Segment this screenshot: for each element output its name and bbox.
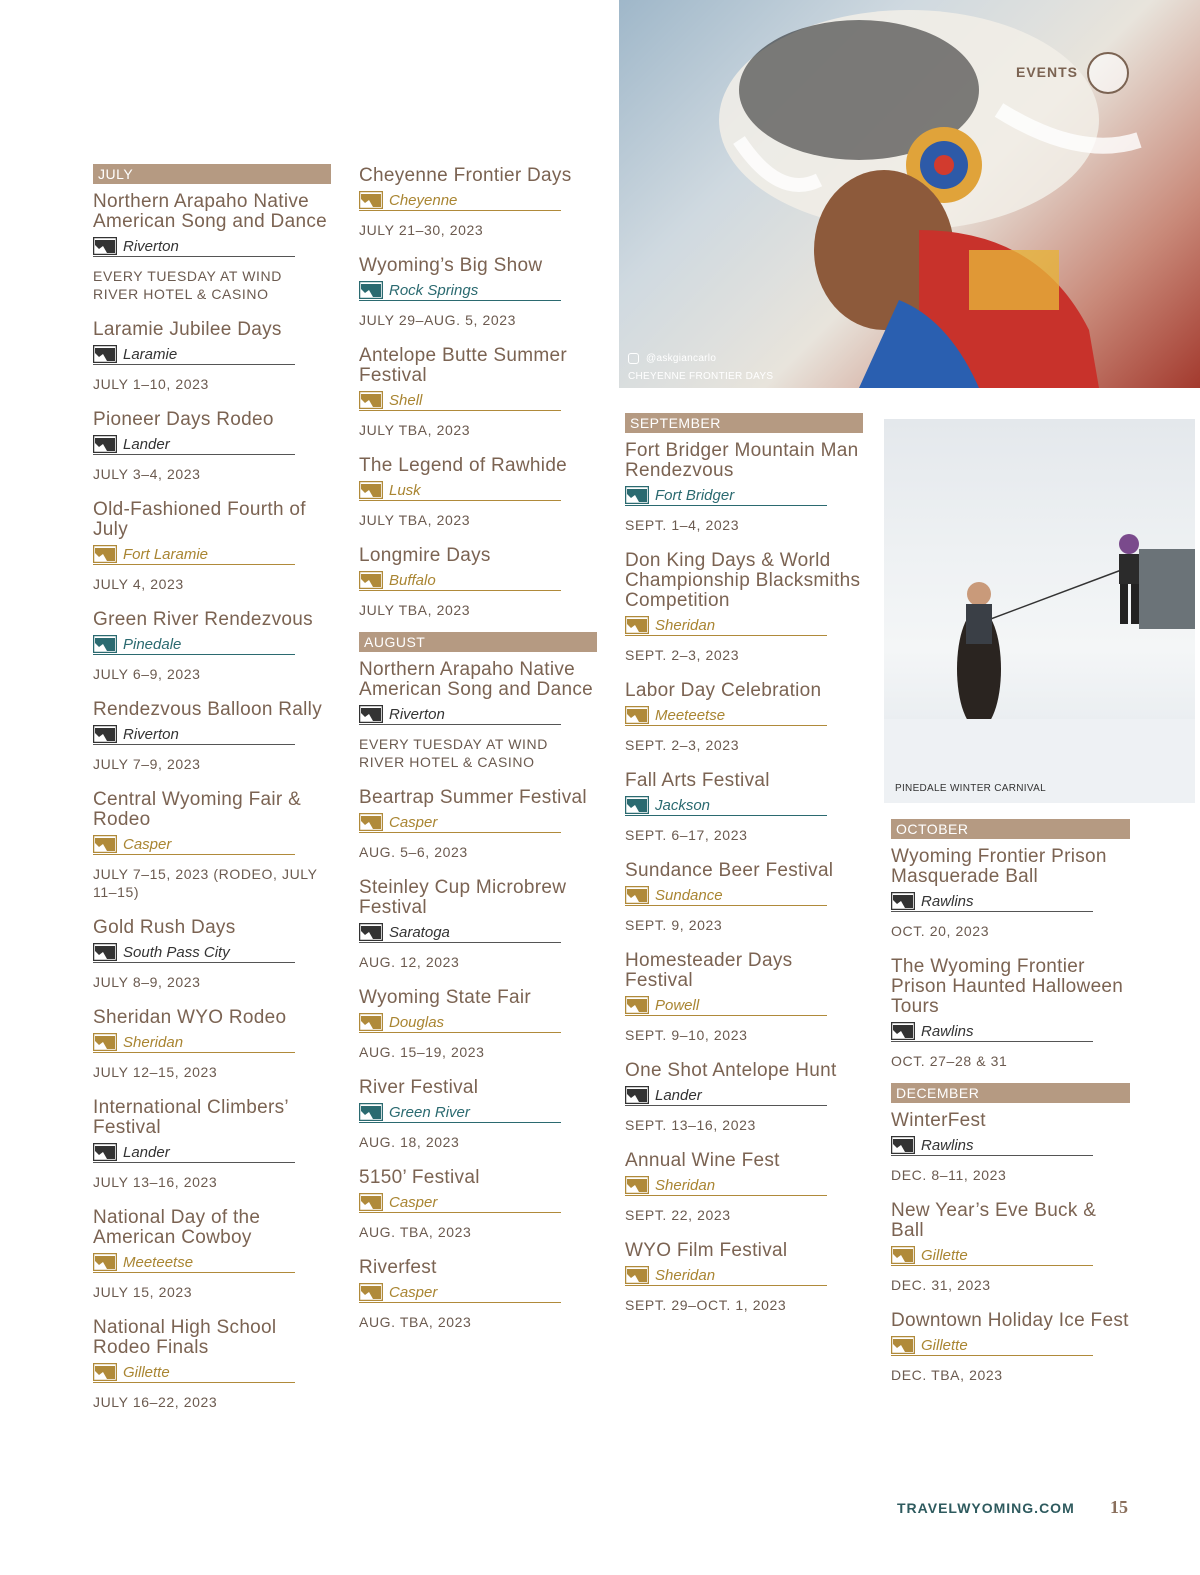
event-list <box>359 166 597 619</box>
event-item <box>625 681 863 754</box>
location-name: South Pass City <box>123 943 230 961</box>
region-icon <box>891 1022 915 1040</box>
event-title: Laramie Jubilee Days <box>93 319 282 340</box>
event-date: JULY 8–9, 2023 <box>93 974 201 990</box>
region-icon <box>359 1193 383 1211</box>
event-item <box>93 790 331 901</box>
region-icon <box>625 1266 649 1284</box>
event-item <box>359 166 597 239</box>
event-date: JULY TBA, 2023 <box>359 512 471 528</box>
location-name: Riverton <box>123 237 179 255</box>
location-name: Rawlins <box>921 1136 974 1154</box>
event-location <box>93 1363 295 1383</box>
website-url: TRAVELWYOMING.COM <box>897 1500 1075 1516</box>
event-location <box>625 616 827 636</box>
event-item <box>93 1318 331 1411</box>
event-location <box>359 281 561 301</box>
event-location <box>359 1283 561 1303</box>
month-block-august <box>359 632 597 1331</box>
photo-caption: CHEYENNE FRONTIER DAYS <box>628 371 774 382</box>
event-item <box>625 1151 863 1224</box>
event-title: 5150’ Festival <box>359 1167 480 1188</box>
event-date: AUG. 5–6, 2023 <box>359 844 468 860</box>
event-location <box>93 345 295 365</box>
event-date: DEC. 8–11, 2023 <box>891 1167 1007 1183</box>
event-location <box>93 1253 295 1273</box>
location-name: Fort Bridger <box>655 486 735 504</box>
event-list <box>891 1111 1130 1384</box>
event-title: The Wyoming Frontier Prison Haunted Halloween Tours <box>891 956 1124 1017</box>
event-date: EVERY TUESDAY AT WIND RIVER HOTEL & CASINO <box>359 736 548 770</box>
region-icon <box>359 281 383 299</box>
event-location <box>359 391 561 411</box>
event-item <box>359 878 597 971</box>
event-title: Fall Arts Festival <box>625 770 770 791</box>
event-location <box>93 545 295 565</box>
event-title: Northern Arapaho Native American Song and Dance <box>359 659 593 700</box>
location-name: Sheridan <box>655 1176 716 1194</box>
event-date: JULY 21–30, 2023 <box>359 222 484 238</box>
event-location <box>625 796 827 816</box>
event-title: Labor Day Celebration <box>625 680 822 701</box>
event-item <box>625 1241 863 1314</box>
event-date: JULY 3–4, 2023 <box>93 466 201 482</box>
region-icon <box>93 545 117 563</box>
event-location <box>625 486 827 506</box>
event-item <box>359 660 597 771</box>
event-location <box>891 1336 1093 1356</box>
location-name: Lander <box>123 1143 170 1161</box>
event-title: Fort Bridger Mountain Man Rendezvous <box>625 440 859 481</box>
region-icon <box>93 345 117 363</box>
event-item <box>625 861 863 934</box>
region-icon <box>93 835 117 853</box>
region-icon <box>625 1176 649 1194</box>
event-location <box>625 1086 827 1106</box>
event-title: Steinley Cup Microbrew Festival <box>359 877 567 918</box>
location-name: Gillette <box>921 1246 968 1264</box>
event-item <box>93 918 331 991</box>
events-column-2 <box>359 166 597 1348</box>
events-column-1 <box>93 164 331 1428</box>
event-date: JULY 16–22, 2023 <box>93 1394 218 1410</box>
event-date: OCT. 20, 2023 <box>891 923 990 939</box>
event-date: SEPT. 22, 2023 <box>625 1207 731 1223</box>
event-location <box>891 892 1093 912</box>
event-date: SEPT. 1–4, 2023 <box>625 517 740 533</box>
event-list <box>93 192 331 1411</box>
event-item <box>359 1078 597 1151</box>
location-name: Meeteetse <box>655 706 726 724</box>
event-location <box>93 943 295 963</box>
event-title: Don King Days & World Championship Blacksmiths Competition <box>625 550 861 611</box>
event-item <box>93 1098 331 1191</box>
month-block-july-continued <box>359 166 597 619</box>
event-location <box>625 1266 827 1286</box>
month-block-december <box>891 1083 1130 1384</box>
events-column-4 <box>891 819 1130 1401</box>
location-name: Fort Laramie <box>123 545 209 563</box>
region-icon <box>93 725 117 743</box>
region-icon <box>625 616 649 634</box>
photo-credit-handle: @askgiancarlo <box>646 353 717 364</box>
region-icon <box>93 943 117 961</box>
location-name: Sundance <box>655 886 723 904</box>
region-icon <box>359 191 383 209</box>
event-date: SEPT. 9, 2023 <box>625 917 723 933</box>
location-name: Sheridan <box>655 616 716 634</box>
event-item <box>891 1311 1130 1384</box>
event-date: SEPT. 29–OCT. 1, 2023 <box>625 1297 787 1313</box>
events-badge-icon <box>1087 52 1129 94</box>
event-location <box>359 813 561 833</box>
event-item <box>891 957 1130 1070</box>
event-list <box>891 847 1130 1070</box>
event-item <box>93 610 331 683</box>
event-location <box>93 237 295 257</box>
event-title: Downtown Holiday Ice Fest <box>891 1310 1129 1331</box>
event-title: Northern Arapaho Native American Song and Dance <box>93 191 327 232</box>
month-header: OCTOBER <box>891 819 1130 839</box>
location-name: Rock Springs <box>389 281 479 299</box>
event-location <box>891 1022 1093 1042</box>
event-date: JULY 6–9, 2023 <box>93 666 201 682</box>
event-location <box>93 435 295 455</box>
event-title: Sundance Beer Festival <box>625 860 834 881</box>
event-title: Riverfest <box>359 1257 437 1278</box>
event-item <box>359 988 597 1061</box>
location-name: Riverton <box>389 705 445 723</box>
event-date: EVERY TUESDAY AT WIND RIVER HOTEL & CASINO <box>93 268 282 302</box>
region-icon <box>93 1143 117 1161</box>
location-name: Lander <box>655 1086 702 1104</box>
event-title: River Festival <box>359 1077 479 1098</box>
event-date: AUG. 12, 2023 <box>359 954 460 970</box>
region-icon <box>891 1246 915 1264</box>
region-icon <box>625 1086 649 1104</box>
region-icon <box>359 1013 383 1031</box>
region-icon <box>93 435 117 453</box>
event-date: SEPT. 6–17, 2023 <box>625 827 748 843</box>
event-location <box>359 481 561 501</box>
region-icon <box>93 1033 117 1051</box>
event-date: JULY 7–15, 2023 (RODEO, JULY 11–15) <box>93 866 318 900</box>
event-item <box>93 410 331 483</box>
event-location <box>359 1013 561 1033</box>
event-item <box>359 456 597 529</box>
location-name: Shell <box>389 391 423 409</box>
event-date: JULY TBA, 2023 <box>359 422 471 438</box>
event-title: Wyoming’s Big Show <box>359 255 543 276</box>
event-date: OCT. 27–28 & 31 <box>891 1053 1008 1069</box>
event-date: JULY 4, 2023 <box>93 576 184 592</box>
event-title: National Day of the American Cowboy <box>93 1207 261 1248</box>
event-date: JULY 15, 2023 <box>93 1284 193 1300</box>
region-icon <box>891 892 915 910</box>
event-date: DEC. 31, 2023 <box>891 1277 991 1293</box>
event-location <box>93 725 295 745</box>
location-name: Casper <box>389 813 438 831</box>
month-header: JULY <box>93 164 331 184</box>
event-item <box>93 1008 331 1081</box>
location-name: Jackson <box>655 796 711 814</box>
event-date: SEPT. 2–3, 2023 <box>625 647 740 663</box>
location-name: Meeteetse <box>123 1253 194 1271</box>
location-name: Douglas <box>389 1013 445 1031</box>
location-name: Buffalo <box>389 571 436 589</box>
event-title: New Year’s Eve Buck & Ball <box>891 1200 1097 1241</box>
event-title: Gold Rush Days <box>93 917 236 938</box>
region-icon <box>359 481 383 499</box>
event-list <box>625 441 863 1314</box>
event-title: Pioneer Days Rodeo <box>93 409 274 430</box>
event-date: SEPT. 13–16, 2023 <box>625 1117 756 1133</box>
event-item <box>93 192 331 303</box>
instagram-icon <box>628 353 639 364</box>
region-icon <box>359 705 383 723</box>
region-icon <box>359 1103 383 1121</box>
event-location <box>359 1193 561 1213</box>
event-date: SEPT. 2–3, 2023 <box>625 737 740 753</box>
event-item <box>359 1258 597 1331</box>
event-date: JULY 1–10, 2023 <box>93 376 209 392</box>
event-item <box>625 951 863 1044</box>
event-item <box>359 1168 597 1241</box>
event-title: Wyoming Frontier Prison Masquerade Ball <box>891 846 1107 887</box>
location-name: Gillette <box>123 1363 170 1381</box>
event-date: AUG. 15–19, 2023 <box>359 1044 485 1060</box>
event-title: WYO Film Festival <box>625 1240 788 1261</box>
region-icon <box>359 813 383 831</box>
month-header: SEPTEMBER <box>625 413 863 433</box>
location-name: Powell <box>655 996 700 1014</box>
event-date: JULY 13–16, 2023 <box>93 1174 218 1190</box>
location-name: Lander <box>123 435 170 453</box>
events-column-3 <box>625 413 863 1331</box>
pinedale-winter-carnival-photo <box>884 419 1195 803</box>
location-name: Laramie <box>123 345 178 363</box>
skijoring-illustration <box>884 419 1195 803</box>
event-location <box>625 996 827 1016</box>
event-item <box>625 551 863 664</box>
month-header: AUGUST <box>359 632 597 652</box>
region-icon <box>359 391 383 409</box>
event-location <box>359 191 561 211</box>
event-title: Wyoming State Fair <box>359 987 532 1008</box>
event-date: AUG. 18, 2023 <box>359 1134 460 1150</box>
event-date: JULY 12–15, 2023 <box>93 1064 218 1080</box>
event-location <box>93 635 295 655</box>
event-location <box>891 1246 1093 1266</box>
region-icon <box>93 635 117 653</box>
event-location <box>359 923 561 943</box>
region-icon <box>93 1363 117 1381</box>
event-title: One Shot Antelope Hunt <box>625 1060 837 1081</box>
event-date: JULY TBA, 2023 <box>359 602 471 618</box>
event-location <box>93 835 295 855</box>
region-icon <box>625 486 649 504</box>
location-name: Riverton <box>123 725 179 743</box>
event-title: International Climbers’ Festival <box>93 1097 289 1138</box>
region-icon <box>625 796 649 814</box>
event-date: DEC. TBA, 2023 <box>891 1367 1003 1383</box>
location-name: Rawlins <box>921 892 974 910</box>
event-item <box>891 847 1130 940</box>
events-section-label: EVENTS <box>1016 64 1079 80</box>
event-title: Beartrap Summer Festival <box>359 787 587 808</box>
event-title: Annual Wine Fest <box>625 1150 780 1171</box>
region-icon <box>625 886 649 904</box>
event-item <box>93 320 331 393</box>
region-icon <box>891 1336 915 1354</box>
event-item <box>625 441 863 534</box>
region-icon <box>93 237 117 255</box>
event-item <box>93 700 331 773</box>
location-name: Casper <box>389 1193 438 1211</box>
event-title: Homesteader Days Festival <box>625 950 793 991</box>
event-title: Sheridan WYO Rodeo <box>93 1007 287 1028</box>
event-title: Cheyenne Frontier Days <box>359 165 572 186</box>
event-location <box>625 706 827 726</box>
event-item <box>625 771 863 844</box>
event-item <box>93 1208 331 1301</box>
event-location <box>891 1136 1093 1156</box>
location-name: Sheridan <box>655 1266 716 1284</box>
event-location <box>93 1143 295 1163</box>
photo-caption: PINEDALE WINTER CARNIVAL <box>895 783 1046 794</box>
region-icon <box>625 706 649 724</box>
event-item <box>625 1061 863 1134</box>
event-date: AUG. TBA, 2023 <box>359 1224 472 1240</box>
event-location <box>625 886 827 906</box>
region-icon <box>359 923 383 941</box>
event-title: The Legend of Rawhide <box>359 455 568 476</box>
location-name: Gillette <box>921 1336 968 1354</box>
event-item <box>359 546 597 619</box>
region-icon <box>359 571 383 589</box>
location-name: Pinedale <box>123 635 182 653</box>
event-date: JULY 7–9, 2023 <box>93 756 201 772</box>
event-location <box>93 1033 295 1053</box>
event-title: Green River Rendezvous <box>93 609 313 630</box>
event-date: AUG. TBA, 2023 <box>359 1314 472 1330</box>
event-item <box>359 256 597 329</box>
location-name: Green River <box>389 1103 470 1121</box>
event-item <box>359 346 597 439</box>
event-location <box>359 705 561 725</box>
event-title: Central Wyoming Fair & Rodeo <box>93 789 302 830</box>
location-name: Rawlins <box>921 1022 974 1040</box>
location-name: Sheridan <box>123 1033 184 1051</box>
location-name: Lusk <box>389 481 421 499</box>
region-icon <box>891 1136 915 1154</box>
event-item <box>891 1201 1130 1294</box>
region-icon <box>625 996 649 1014</box>
event-title: WinterFest <box>891 1110 986 1131</box>
location-name: Casper <box>389 1283 438 1301</box>
event-date: SEPT. 9–10, 2023 <box>625 1027 748 1043</box>
region-icon <box>359 1283 383 1301</box>
event-title: Rendezvous Balloon Rally <box>93 699 322 720</box>
month-block-october <box>891 819 1130 1070</box>
event-item <box>93 500 331 593</box>
location-name: Casper <box>123 835 172 853</box>
location-name: Saratoga <box>389 923 450 941</box>
event-location <box>359 1103 561 1123</box>
event-item <box>891 1111 1130 1184</box>
event-location <box>359 571 561 591</box>
event-title: Old-Fashioned Fourth of July <box>93 499 306 540</box>
month-block-september <box>625 413 863 1314</box>
event-list <box>359 660 597 1331</box>
event-item <box>359 788 597 861</box>
month-block-july <box>93 164 331 1411</box>
event-title: National High School Rodeo Finals <box>93 1317 277 1358</box>
month-header: DECEMBER <box>891 1083 1130 1103</box>
location-name: Cheyenne <box>389 191 458 209</box>
event-date: JULY 29–AUG. 5, 2023 <box>359 312 517 328</box>
cheyenne-frontier-days-photo <box>619 0 1200 388</box>
region-icon <box>93 1253 117 1271</box>
event-title: Antelope Butte Summer Festival <box>359 345 568 386</box>
page-number: 15 <box>1110 1497 1128 1517</box>
event-location <box>625 1176 827 1196</box>
event-title: Longmire Days <box>359 545 491 566</box>
